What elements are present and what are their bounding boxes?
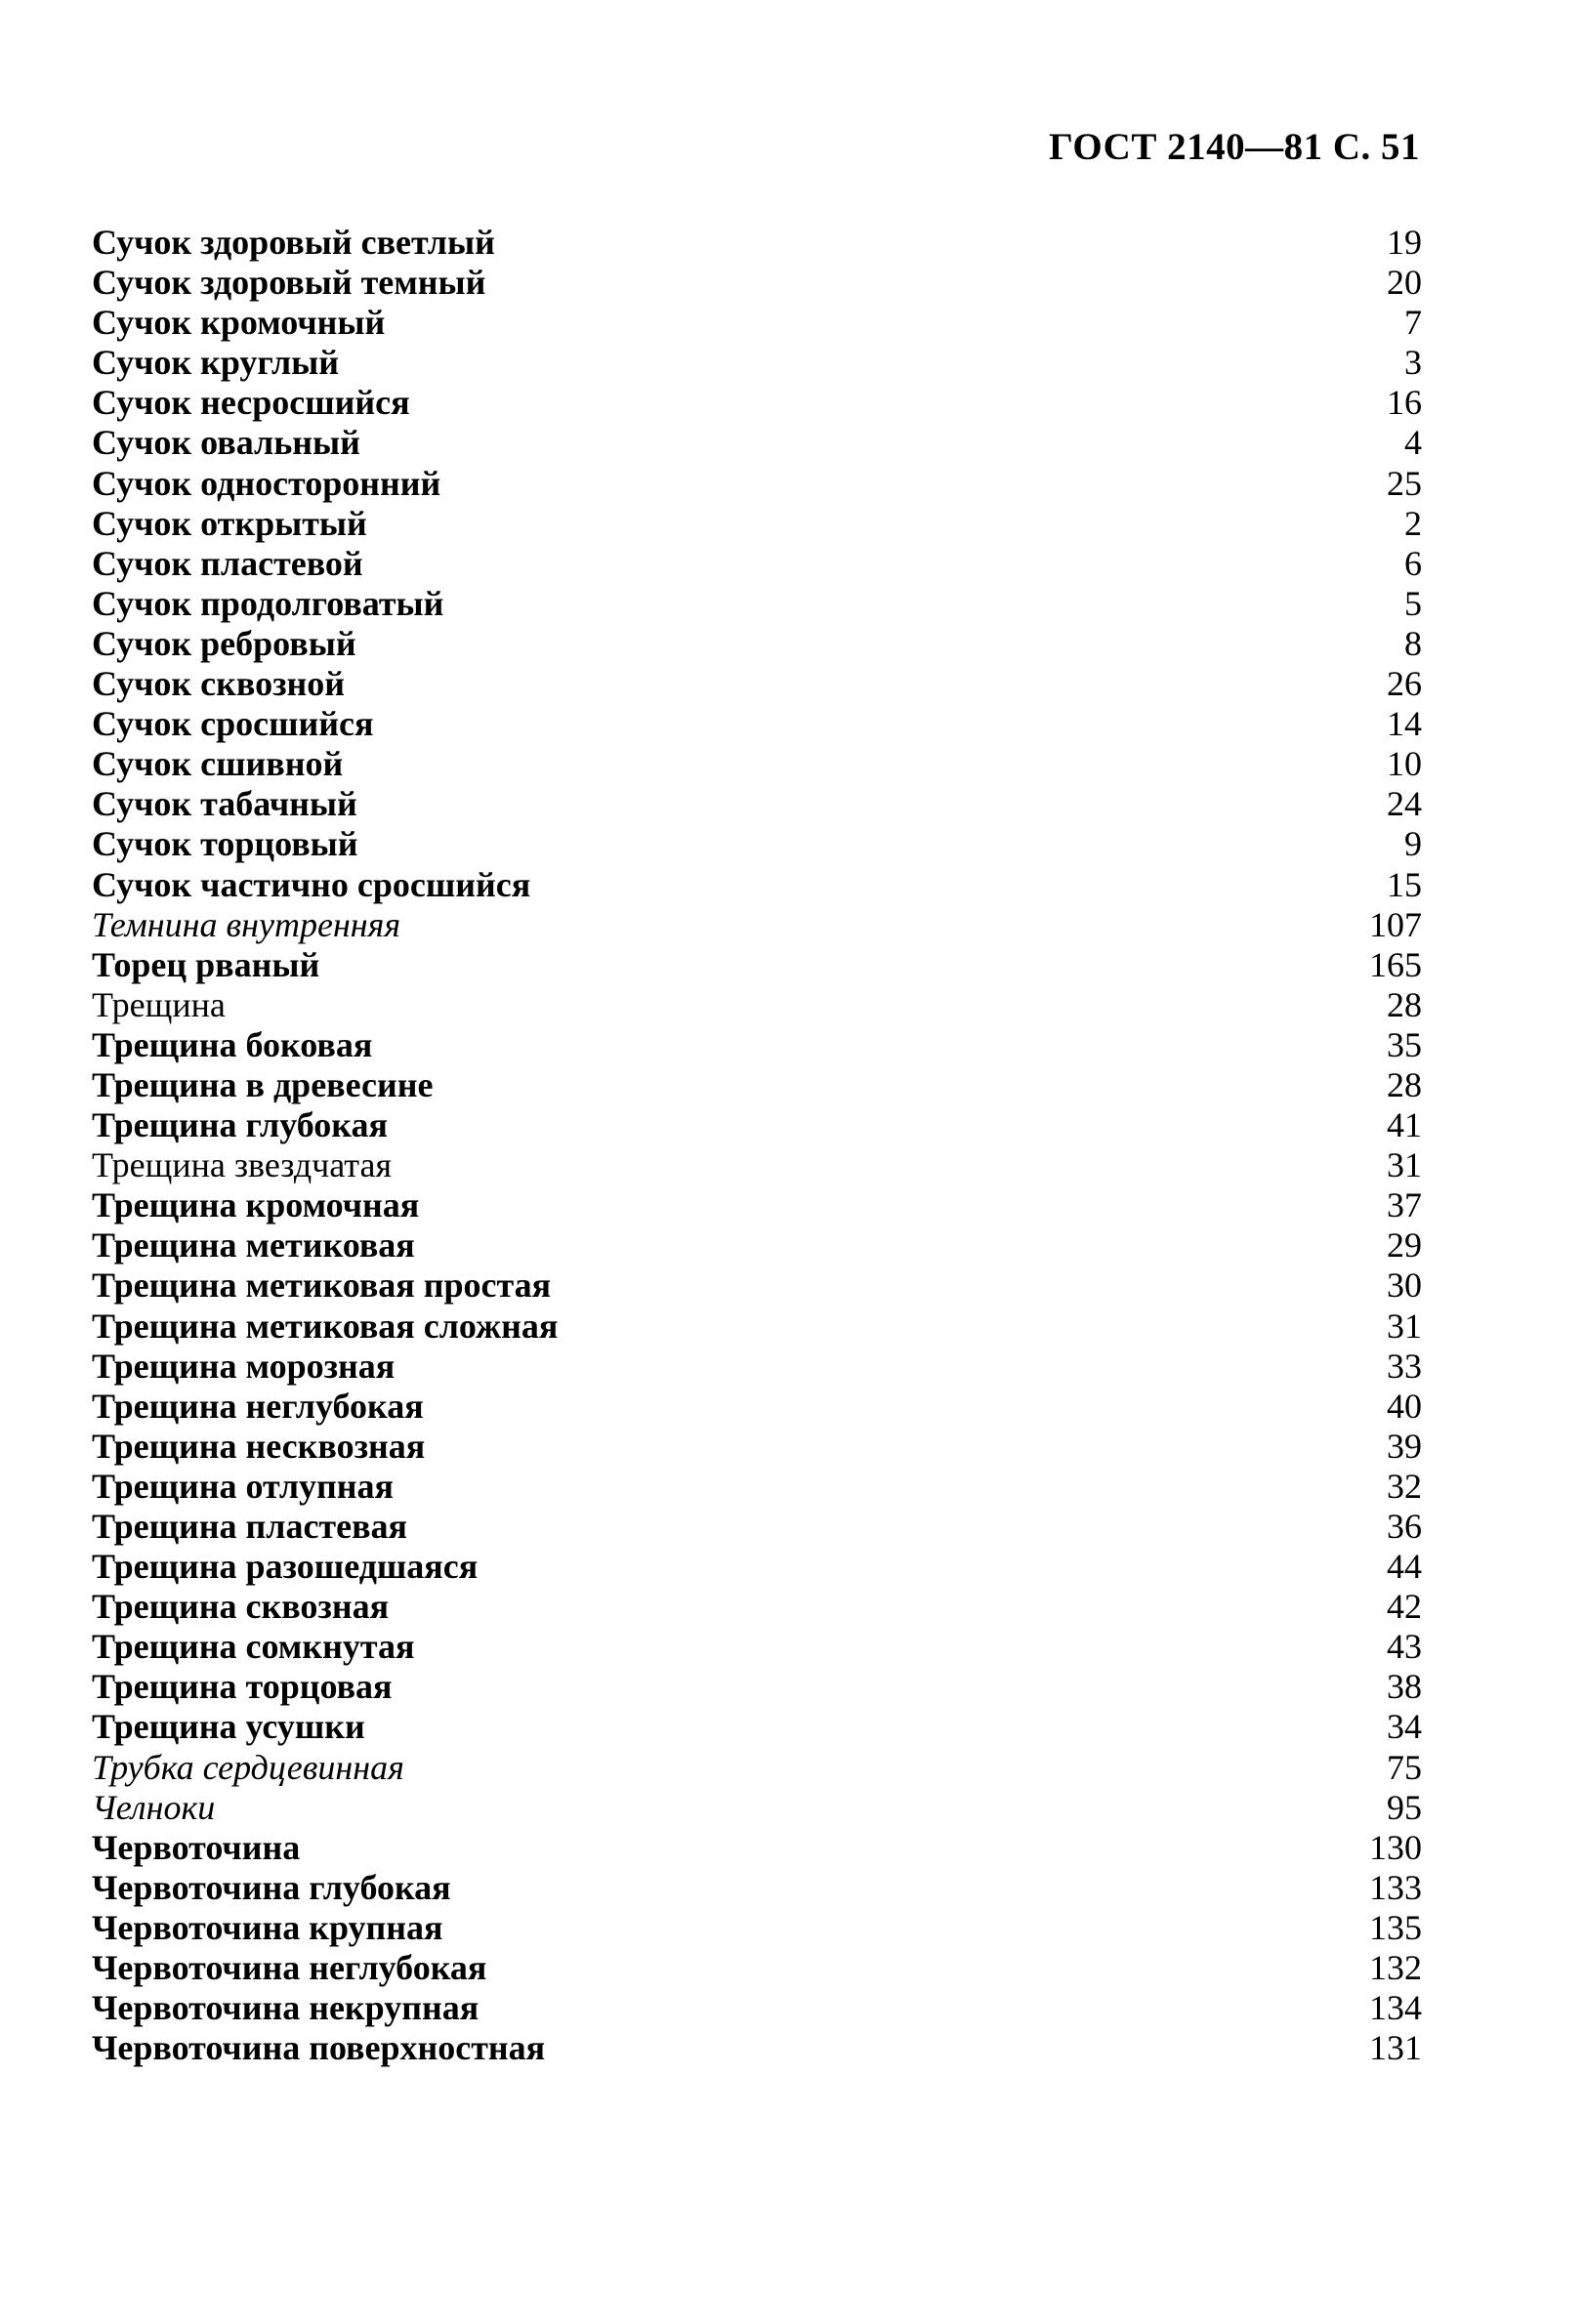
index-entry [92, 1266, 1422, 1306]
index-page-number: 95 [1387, 1787, 1422, 1827]
index-term: Трещина морозная [92, 1346, 396, 1386]
index-entry [92, 303, 1422, 343]
index-term: Сучок табачный [92, 784, 357, 824]
index-entry [92, 865, 1422, 905]
index-entry [92, 1025, 1422, 1065]
index-term: Сучок сквозной [92, 664, 346, 704]
index-page-number: 19 [1387, 223, 1422, 262]
index-term: Сучок частично сросшийся [92, 864, 531, 904]
index-entry [92, 1748, 1422, 1788]
index-page-number: 4 [1404, 423, 1422, 463]
index-entry [92, 1948, 1422, 1988]
index-page-number: 8 [1404, 623, 1422, 663]
index-entry [92, 744, 1422, 784]
index-term: Червоточина поверхностная [92, 2028, 546, 2068]
index-term: Сучок здоровый темный [92, 263, 486, 303]
index-page-number: 24 [1387, 784, 1422, 824]
index-entry [92, 985, 1422, 1025]
index-term: Сучок односторонний [92, 463, 441, 503]
index-term: Темнина внутренняя [92, 904, 401, 944]
index-entry [92, 1307, 1422, 1347]
index-entry [92, 383, 1422, 423]
index-term: Сучок ребровый [92, 623, 356, 663]
index-entry [92, 464, 1422, 504]
index-entry [92, 423, 1422, 463]
index-entry [92, 1788, 1422, 1828]
index-term: Сучок кромочный [92, 303, 386, 343]
index-page-number: 36 [1387, 1507, 1422, 1546]
index-page-number: 10 [1387, 744, 1422, 784]
index-page-number: 37 [1387, 1185, 1422, 1225]
index-entry [92, 1065, 1422, 1105]
index-page-number: 33 [1387, 1346, 1422, 1386]
index-entry [92, 1707, 1422, 1747]
index-entry [92, 223, 1422, 263]
index-page-number: 39 [1387, 1426, 1422, 1466]
index-page-number: 44 [1387, 1547, 1422, 1587]
index-page-number: 30 [1387, 1266, 1422, 1306]
index-term: Трещина торцовая [92, 1667, 393, 1707]
index-term: Трещина неглубокая [92, 1386, 424, 1426]
index-term: Сучок овальный [92, 423, 360, 463]
index-page-number: 26 [1387, 664, 1422, 704]
index-page-number: 28 [1387, 984, 1422, 1024]
index-page-number: 75 [1387, 1747, 1422, 1787]
index-entry [92, 664, 1422, 704]
index-term: Трещина сомкнутая [92, 1627, 415, 1667]
index-page-number: 31 [1387, 1306, 1422, 1346]
index-page-number: 7 [1404, 303, 1422, 343]
index-term: Сучок пластевой [92, 543, 363, 583]
index-term: Червоточина неглубокая [92, 1948, 487, 1988]
index-page-number: 133 [1369, 1867, 1422, 1907]
index-term: Торец рваный [92, 944, 320, 984]
index-page-number: 32 [1387, 1466, 1422, 1506]
index-page-number: 25 [1387, 463, 1422, 503]
index-term: Трещина отлупная [92, 1466, 394, 1506]
index-term: Трещина метиковая сложная [92, 1306, 559, 1346]
index-entry [92, 1467, 1422, 1507]
index-page-number: 5 [1404, 583, 1422, 623]
index-entry [92, 1868, 1422, 1908]
index-page-number: 31 [1387, 1145, 1422, 1185]
index-term: Сучок торцовый [92, 824, 358, 864]
index-entry [92, 2028, 1422, 2068]
index-entry [92, 945, 1422, 985]
index-entry [92, 704, 1422, 744]
index-term: Трещина метиковая простая [92, 1266, 552, 1306]
index-page-number: 16 [1387, 383, 1422, 423]
index-term: Сучок сшивной [92, 744, 344, 784]
index-term: Трещина кромочная [92, 1185, 420, 1225]
index-entry [92, 1587, 1422, 1627]
index-page-number: 131 [1369, 2028, 1422, 2068]
index-page-number: 42 [1387, 1587, 1422, 1627]
index-page-number: 6 [1404, 543, 1422, 583]
index-term: Трещина метиковая [92, 1225, 415, 1266]
index-entry [92, 584, 1422, 624]
index-term: Трубка сердцевинная [92, 1747, 404, 1787]
index-page-number: 107 [1369, 904, 1422, 944]
index-term: Червоточина [92, 1827, 301, 1867]
index-page-number: 9 [1404, 824, 1422, 864]
index-page-number: 130 [1369, 1827, 1422, 1867]
index-term: Челноки [92, 1787, 216, 1827]
index-entry [92, 824, 1422, 864]
index-entry [92, 784, 1422, 824]
index-page-number: 43 [1387, 1627, 1422, 1667]
index-page-number: 14 [1387, 704, 1422, 744]
index-entry [92, 343, 1422, 383]
index-page-number: 34 [1387, 1707, 1422, 1747]
index-entry [92, 1988, 1422, 2028]
index-entry [92, 1507, 1422, 1547]
index-page-number: 40 [1387, 1386, 1422, 1426]
index-entry [92, 1627, 1422, 1667]
index-term: Сучок сросшийся [92, 704, 374, 744]
index-term: Червоточина некрупная [92, 1988, 479, 2028]
index-entry [92, 1185, 1422, 1225]
index-page-number: 132 [1369, 1948, 1422, 1988]
index-entry [92, 544, 1422, 584]
index-term: Трещина в древесине [92, 1064, 434, 1104]
index-term: Трещина несквозная [92, 1426, 426, 1466]
index-term: Трещина пластевая [92, 1507, 408, 1546]
index-term: Трещина сквозная [92, 1587, 390, 1627]
index-term: Червоточина крупная [92, 1907, 443, 1947]
index-entry [92, 1828, 1422, 1868]
index-term: Трещина звездчатая [92, 1145, 393, 1185]
index-entry [92, 1387, 1422, 1427]
index-entry [92, 1427, 1422, 1467]
index-page-number: 29 [1387, 1225, 1422, 1266]
index-page-number: 134 [1369, 1988, 1422, 2028]
index-term: Трещина глубокая [92, 1105, 388, 1145]
index-page-number: 38 [1387, 1667, 1422, 1707]
index-term: Трещина разошедшаяся [92, 1547, 479, 1587]
index-entry [92, 905, 1422, 945]
index-term: Сучок круглый [92, 343, 340, 383]
index-entry [92, 1547, 1422, 1587]
index-term: Сучок открытый [92, 503, 367, 543]
index-page-number: 41 [1387, 1105, 1422, 1145]
index-entry [92, 1908, 1422, 1948]
index-term: Червоточина глубокая [92, 1867, 451, 1907]
index-entry [92, 504, 1422, 544]
index-list [92, 223, 1422, 2068]
page-header-title: ГОСТ 2140—81 С. 51 [1049, 126, 1420, 168]
index-entry [92, 1145, 1422, 1185]
index-entry [92, 263, 1422, 303]
index-entry [92, 624, 1422, 664]
index-term: Сучок здоровый светлый [92, 223, 495, 262]
index-term: Трещина [92, 984, 226, 1024]
index-term: Сучок продолговатый [92, 583, 444, 623]
index-page-number: 20 [1387, 263, 1422, 303]
index-term: Трещина боковая [92, 1024, 373, 1064]
index-entry [92, 1667, 1422, 1707]
index-page-number: 3 [1404, 343, 1422, 383]
index-page-number: 2 [1404, 503, 1422, 543]
index-term: Сучок несросшийся [92, 383, 410, 423]
index-page-number: 165 [1369, 944, 1422, 984]
index-page-number: 35 [1387, 1024, 1422, 1064]
index-page-number: 28 [1387, 1064, 1422, 1104]
index-entry [92, 1347, 1422, 1387]
index-term: Трещина усушки [92, 1707, 365, 1747]
index-page-number: 15 [1387, 864, 1422, 904]
index-entry [92, 1105, 1422, 1145]
index-page-number: 135 [1369, 1907, 1422, 1947]
index-entry [92, 1225, 1422, 1266]
